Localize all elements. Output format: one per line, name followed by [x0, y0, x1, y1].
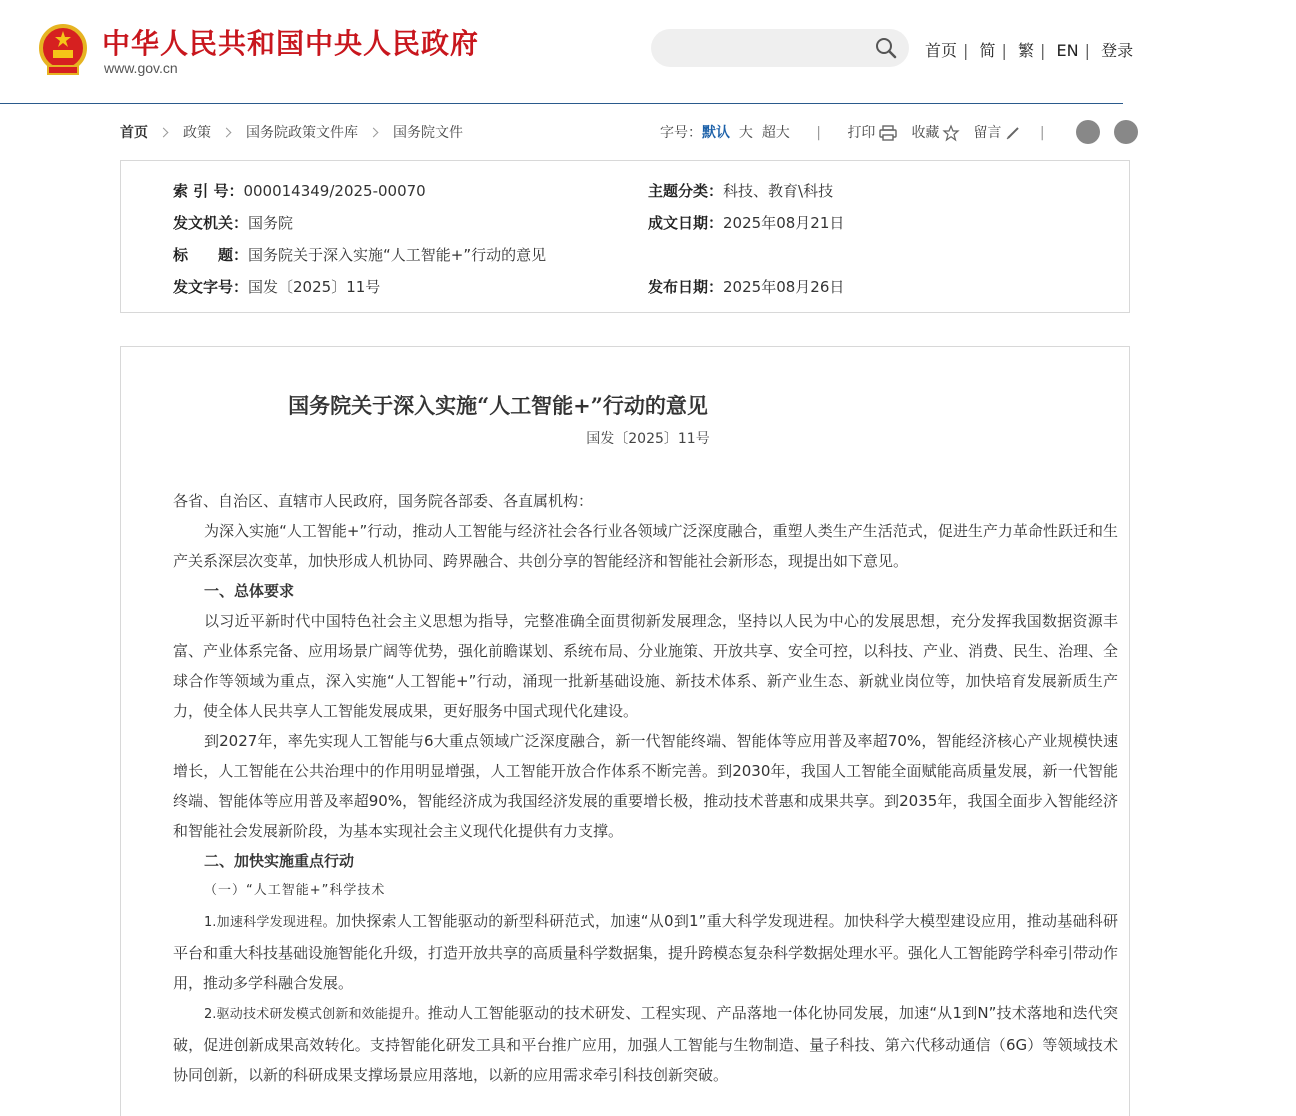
meta-category-value: 科技、教育\科技: [723, 182, 834, 200]
article-title: 国务院关于深入实施“人工智能+”行动的意见: [288, 393, 708, 418]
meta-docno-label: 发文字号：: [173, 278, 249, 296]
breadcrumb-policy-library[interactable]: 国务院政策文件库: [246, 125, 358, 141]
paragraph: 以习近平新时代中国特色社会主义思想为指导，完整准确全面贯彻新发展理念，坚持以人民为中心的发展思想，充分发挥我国数据资源丰富、产业体系完备、应用场景广阔等优势，强化前瞻谋划、系统布局、分业施策、开放共享、安全可控，以科技、产业、消费、民生、治理、全球合作等领域为重点，深入实施“人工智能+”行动，涌现一批新基础设施、新技术体系、新产业生态、新就业岗位等，加快培育发展新质生产力，使全体人民共享人工智能发展成果，更好服务中国式现代化建设。: [173, 612, 1119, 720]
paragraph: [173, 906, 1118, 998]
site-name[interactable]: 中华人民共和国中央人民政府: [102, 27, 480, 60]
breadcrumb-policy[interactable]: 政策: [183, 125, 211, 141]
meta-written-value: 2025年08月21日: [723, 214, 845, 232]
meta-issuer-label: 发文机关：: [173, 214, 249, 232]
print-button[interactable]: 打印: [847, 125, 876, 141]
subsection-heading: （一）“人工智能+”科学技术: [204, 883, 386, 898]
paragraph: [173, 998, 1118, 1090]
font-xlarge-button[interactable]: 超大: [761, 125, 790, 141]
meta-index-label: 索 引 号：: [173, 182, 244, 200]
printer-icon[interactable]: [879, 125, 897, 141]
section-heading: 二、加快实施重点行动: [204, 852, 355, 870]
item-lead: 1.加速科学发现进程。: [204, 915, 336, 930]
meta-category-label: 主题分类：: [648, 182, 724, 200]
breadcrumb-state-council-docs[interactable]: 国务院文件: [393, 125, 463, 141]
item-text: 加快探索人工智能驱动的新型科研范式，加速“从0到1”重大科学发现进程。加快科学大模型建设应用，推动基础科研平台和重大科技基础设施智能化升级，打造开放共享的高质量科学数据集，提升跨模态复杂科学数据处理水平。强化人工智能跨学科牵引带动作用，推动多学科融合发展。: [173, 912, 1119, 992]
national-emblem-icon[interactable]: [38, 22, 88, 78]
nav-simplified[interactable]: 简: [979, 41, 996, 60]
meta-title-row: [173, 244, 546, 265]
search-icon[interactable]: [875, 37, 897, 59]
nav-english[interactable]: EN: [1056, 41, 1079, 60]
nav-login[interactable]: 登录: [1101, 41, 1134, 60]
star-icon[interactable]: [943, 125, 959, 141]
nav-traditional[interactable]: 繁: [1018, 41, 1035, 60]
font-size-label: 字号：: [660, 125, 702, 141]
favorite-button[interactable]: 收藏: [911, 125, 940, 141]
font-default-button[interactable]: 默认: [702, 125, 730, 141]
site-url: www.gov.cn: [104, 60, 178, 76]
item-text: 推动人工智能驱动的技术研发、工程实现、产品落地一体化协同发展，加速“从1到N”技术落地和迭代突破，促进创新成果高效转化。支持智能化研发工具和平台推广应用，加强人工智能与生物制造、量子科技、第六代移动通信（6G）等领域技术协同创新，以新的科研成果支撑场景应用落地，以新的应用需求牵引科技创新突破。: [173, 1004, 1119, 1084]
meta-index-value: 000014349/2025-00070: [243, 182, 426, 200]
meta-title-label: 标 题：: [173, 246, 249, 264]
search-input[interactable]: [651, 29, 909, 67]
meta-category-row: [648, 180, 833, 201]
comment-button[interactable]: 留言: [973, 125, 1002, 141]
meta-published-value: 2025年08月26日: [723, 278, 845, 296]
item-lead: 2.驱动技术研发模式创新和效能提升。: [204, 1007, 428, 1022]
nav-home[interactable]: 首页: [925, 41, 958, 60]
paragraph: 为深入实施“人工智能+”行动，推动人工智能与经济社会各行业各领域广泛深度融合，重塑人类生产生活范式，促进生产力革命性跃迁和生产关系深层次变革，加快形成人机协同、跨界融合、共创分享的智能经济和智能社会新形态，现提出如下意见。: [173, 522, 1118, 570]
chevron-right-icon: [369, 128, 379, 138]
article-toolbar: 字号：默认 大 超大 | 打印 收藏 留言 |: [660, 125, 1045, 141]
meta-written-label: 成文日期：: [648, 214, 724, 232]
meta-docno-value: 国发〔2025〕11号: [248, 278, 381, 296]
meta-docno-row: [173, 276, 380, 297]
paragraph: 到2027年，率先实现人工智能与6大重点领域广泛深度融合，新一代智能终端、智能体等应用普及率超70%，智能经济核心产业规模快速增长，人工智能在公共治理中的作用明显增强，人工智能开放合作体系不断完善。到2030年，我国人工智能全面赋能高质量发展，新一代智能终端、智能体等应用普及率超90%，智能经济成为我国经济发展的重要增长极，推动技术普惠和成果共享。到2035年，我国全面步入智能经济和智能社会发展新阶段，为基本实现社会主义现代化提供有力支撑。: [173, 732, 1118, 840]
chevron-right-icon: [222, 128, 232, 138]
pencil-icon[interactable]: [1005, 125, 1021, 141]
article-doc-number: 国发〔2025〕11号: [586, 431, 710, 447]
meta-title-value: 国务院关于深入实施“人工智能+”行动的意见: [248, 246, 547, 264]
chevron-right-icon: [159, 128, 169, 138]
meta-written-row: [648, 212, 844, 233]
meta-published-row: [648, 276, 844, 297]
breadcrumb: [120, 122, 463, 142]
meta-published-label: 发布日期：: [648, 278, 724, 296]
wechat-share-icon[interactable]: [1114, 120, 1138, 144]
breadcrumb-home[interactable]: 首页: [120, 125, 148, 141]
section-heading: 一、总体要求: [204, 582, 295, 600]
article-body: [173, 486, 1118, 1090]
salutation: 各省、自治区、直辖市人民政府，国务院各部委、各直属机构：: [173, 492, 594, 510]
meta-index-row: [173, 180, 426, 201]
weibo-share-icon[interactable]: [1076, 120, 1100, 144]
top-nav: 首页 | 简 | 繁 | EN | 登录: [925, 41, 1134, 60]
meta-issuer-row: [173, 212, 293, 233]
meta-issuer-value: 国务院: [248, 214, 294, 232]
site-header: [0, 0, 1134, 104]
font-large-button[interactable]: 大: [738, 125, 753, 141]
